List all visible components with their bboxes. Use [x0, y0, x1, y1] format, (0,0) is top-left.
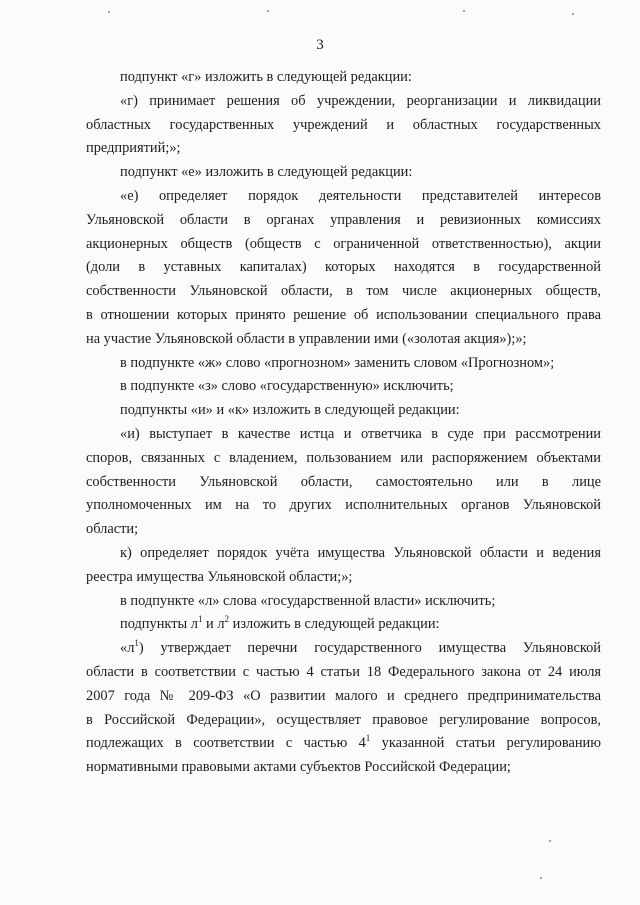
text-line: области в соответствии с частью 4 статьи 18 Федерального закона от 24 июля: [86, 663, 601, 680]
text-line: подпункты «и» и «к» изложить в следующей редакции:: [120, 402, 460, 419]
scan-speck: [463, 10, 465, 12]
scan-speck: [540, 877, 542, 879]
scan-speck: [108, 11, 110, 13]
text-line: реестра имущества Ульяновской области;»;: [86, 568, 353, 585]
text-line: подпункт «е» изложить в следующей редакции:: [120, 164, 413, 181]
text-line: уполномоченных им на то других исполнительных органов Ульяновской: [86, 497, 601, 514]
text-line-with-superscript: [86, 732, 601, 756]
text-line: в Российской Федерации», осуществляет правовое регулирование вопросов,: [86, 711, 601, 728]
scan-speck: [267, 10, 269, 12]
text-line: нормативными правовыми актами субъектов Российской Федерации;: [86, 759, 511, 776]
superscript: 1: [134, 638, 139, 649]
text-line: (доли в уставных капиталах) которых находятся в государственной: [86, 259, 601, 276]
text-fragment: и л: [202, 616, 225, 633]
text-line-with-superscript: [86, 637, 601, 661]
superscript: 1: [365, 733, 371, 744]
text-line: «и) выступает в качестве истца и ответчика в суде при рассмотрении: [120, 425, 601, 442]
text-line-with-superscripts: [86, 613, 601, 637]
text-line: в подпункте «з» слово «государственную» исключить;: [120, 378, 454, 395]
text-line: 2007 года № 209-ФЗ «О развитии малого и среднего предпринимательства: [86, 687, 601, 704]
text-line: собственности Ульяновской области, самостоятельно или в лице: [86, 473, 601, 490]
text-line: подпункт «г» изложить в следующей редакции:: [120, 69, 412, 85]
text-line: к) определяет порядок учёта имущества Ульяновской области и ведения: [120, 544, 601, 561]
page-number: 3: [316, 37, 324, 53]
text-line: областных государственных учреждений и областных государственных: [86, 116, 601, 133]
text-line: на участие Ульяновской области в управлении ими («золотая акция»);»;: [86, 330, 527, 347]
text-fragment: подпункты л: [120, 616, 198, 633]
text-fragment: изложить в следующей редакции:: [229, 616, 440, 633]
text-fragment: указанной статьи регулированию: [370, 735, 601, 752]
text-fragment: ) утверждает перечни государственного имущества Ульяновской: [138, 640, 601, 657]
text-line: «е) определяет порядок деятельности представителей интересов: [120, 187, 601, 204]
text-line: акционерных обществ (обществ с ограниченной ответственностью), акции: [86, 235, 601, 252]
scan-speck: [549, 840, 551, 842]
text-line: «г) принимает решения об учреждении, реорганизации и ликвидации: [120, 92, 601, 109]
text-line: в подпункте «л» слова «государственной власти» исключить;: [120, 592, 496, 609]
text-fragment: «л: [120, 640, 135, 657]
text-line: в подпункте «ж» слово «прогнозном» заменить словом «Прогнозном»;: [120, 354, 555, 371]
text-line: собственности Ульяновской области, в том числе акционерных обществ,: [86, 283, 601, 300]
text-line: в отношении которых принято решение об использовании специального права: [86, 306, 601, 323]
superscript: 2: [224, 614, 230, 625]
text-fragment: подлежащих в соответствии с частью 4: [86, 735, 366, 752]
text-line: споров, связанных с владением, пользованием или распоряжением объектами: [86, 449, 601, 466]
superscript: 1: [197, 614, 203, 625]
scan-speck: [572, 13, 574, 15]
text-line: Ульяновской области в органах управления и ревизионных комиссиях: [86, 211, 601, 228]
text-line: области;: [86, 521, 139, 538]
document-body: [86, 66, 601, 780]
text-line: предприятий;»;: [86, 140, 181, 157]
